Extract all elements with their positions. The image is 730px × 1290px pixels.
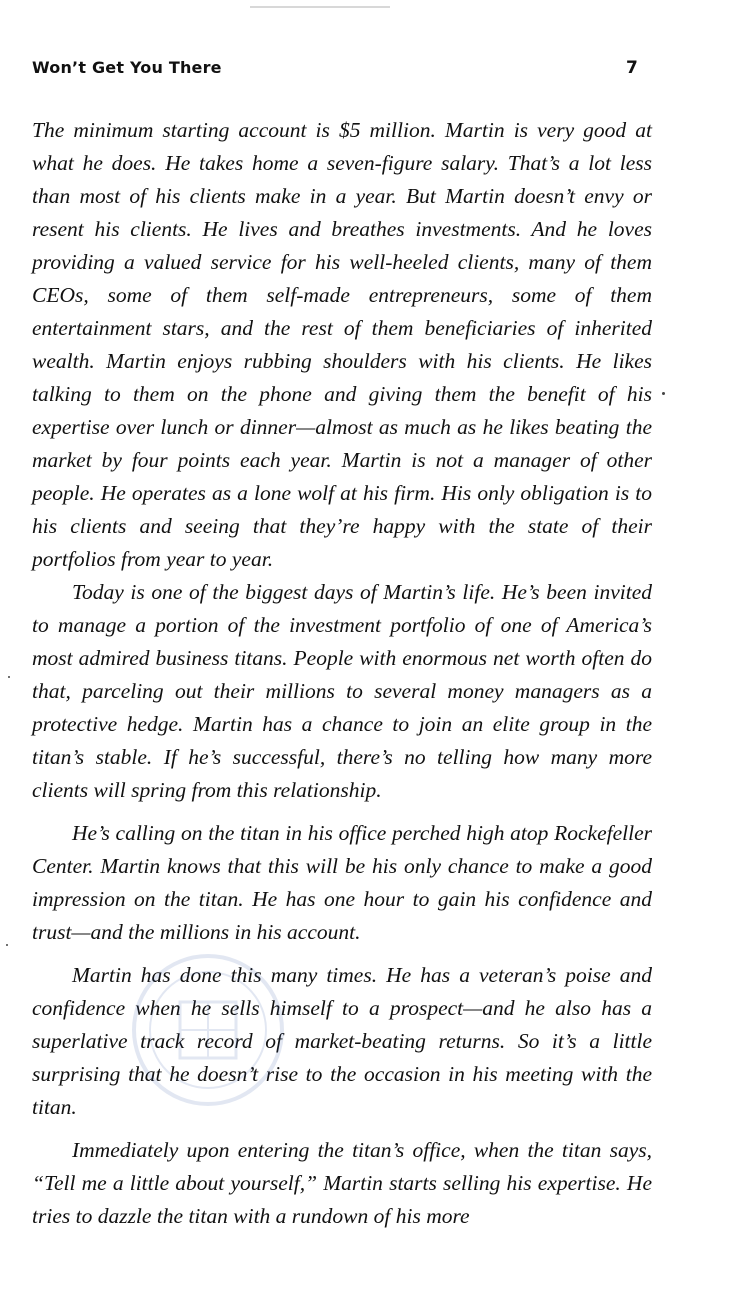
running-title: Won’t Get You There	[32, 58, 222, 77]
paragraph-1: The minimum starting account is $5 million. Martin is very good at what he does. He takes home a seven-figure salary. That’s a lot less than most of his clients make in a year. But Martin doesn’t envy or resent his clients. He lives and breathes investments. And he loves providing a valued service for his well-heeled clients, many of them CEOs, some of them self-made entrepreneurs, some of them entertainment stars, and the rest of them beneficiaries of inherited wealth. Martin enjoys rubbing shoulders with his clients. He likes talking to them on the phone and giving them the benefit of his expertise over lunch or dinner—almost as much as he likes beating the market by four points each year. Martin is not a manager of other people. He operates as a lone wolf at his firm. His only obligation is to his clients and seeing that they’re happy with the state of their portfolios from year to year.	[32, 118, 652, 571]
scan-speck	[8, 676, 10, 678]
body-text	[32, 114, 652, 1233]
paragraph-4: Martin has done this many times. He has a veteran’s poise and confidence when he sells himself to a prospect—and he also has a superlative track record of market-beating returns. So it’s a little surprising that he doesn’t rise to the occasion in his meeting with the titan.	[32, 963, 652, 1119]
paragraph-3: He’s calling on the titan in his office perched high atop Rockefeller Center. Martin knows that this will be his only chance to make a good impression on the titan. He has one hour to gain his confidence and trust—and the millions in his account.	[32, 821, 652, 944]
running-header	[32, 58, 638, 84]
scan-speck	[662, 392, 665, 395]
paragraph-2: Today is one of the biggest days of Martin’s life. He’s been invited to manage a portion of the investment portfolio of one of America’s most admired business titans. People with enormous net worth often do that, parceling out their millions to several money managers as a protective hedge. Martin has a chance to join an elite group in the titan’s stable. If he’s successful, there’s no telling how many more clients will spring from this relationship.	[32, 580, 652, 802]
page-number: 7	[625, 58, 638, 78]
scan-edge-mark	[250, 6, 390, 8]
scan-speck	[6, 944, 8, 946]
paragraph-5: Immediately upon entering the titan’s office, when the titan says, “Tell me a little about yourself,” Martin starts selling his expertise. He tries to dazzle the titan with a rundown of his more	[32, 1138, 652, 1228]
